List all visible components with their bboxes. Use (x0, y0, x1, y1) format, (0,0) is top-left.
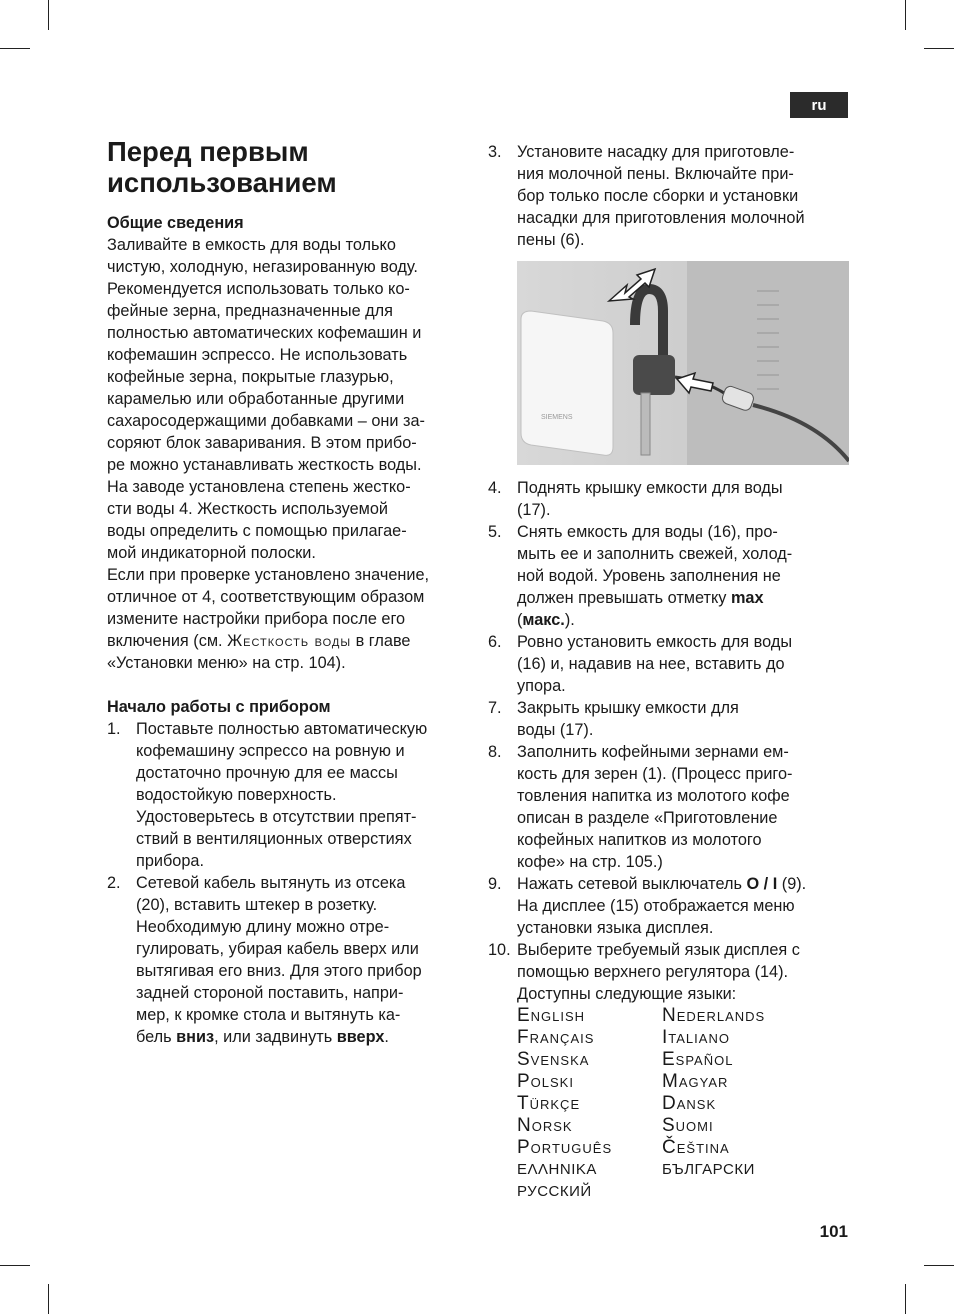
text-line: бор только после сборки и установки (517, 187, 799, 205)
text-line: товления напитка из молотого кофе (517, 787, 790, 805)
text-line: прибора. (136, 852, 204, 870)
start-heading: Начало работы с прибором (107, 698, 331, 716)
text-line: Поднять крышку емкости для воды (517, 479, 783, 497)
language-option: Dansk (662, 1093, 717, 1114)
crop-mark (48, 0, 49, 30)
language-option: Polski (517, 1071, 574, 1092)
crop-mark (905, 0, 906, 30)
setup-steps-continued (488, 477, 848, 1005)
text-line: ре можно устанавливать жесткость воды. (107, 456, 422, 474)
text-line: Заполнить кофейными зернами ем- (517, 743, 789, 761)
text-line: (20), вставить штекер в розетку. (136, 896, 378, 914)
text-line: Закрыть крышку емкости для (517, 699, 739, 717)
crop-mark (0, 48, 30, 49)
text-line: вытягивая его вниз. Для этого прибор (136, 962, 422, 980)
text-line: воды определить с помощью прилагае- (107, 522, 407, 540)
text-line: карамелью или обработанные другими (107, 390, 405, 408)
language-option: Čeština (662, 1137, 730, 1158)
list-item: 10. Выберите требуемый язык дисплея с помощью верхнего регулятора (14). Доступны следующие языки: (488, 939, 848, 1005)
text-line: задней стороной поставить, напри- (136, 984, 404, 1002)
milk-frother-illustration (517, 261, 849, 465)
text-line: Рекомендуется использовать только ко- (107, 280, 410, 298)
list-item: 1. Поставьте полностью автоматическую кофемашину эспрессо на ровную и достаточно прочную для ее массы водостойкую поверхность. Удостоверьтесь в отсутствии препят- ствий в вентиляционных отверстиях прибора. (107, 718, 469, 872)
text-line: Ровно установить емкость для воды (517, 633, 793, 651)
text-line: кофемашину эспрессо на ровную и (136, 742, 405, 760)
power-switch-symbol: O / I (746, 875, 778, 893)
hardness-term: Жесткость воды (227, 632, 352, 650)
language-option: БЪЛГАРСКИ (662, 1161, 755, 1178)
text-line: Поставьте полностью автоматическую (136, 720, 428, 738)
general-text (107, 234, 469, 630)
text-line: ния молочной пены. Включайте при- (517, 165, 794, 183)
general-heading: Общие сведения (107, 214, 244, 232)
text-line: мой индикаторной полоски. (107, 544, 316, 562)
crop-mark (0, 1265, 30, 1266)
right-column (488, 141, 848, 1203)
text-line: кофейные зерна, покрытые глазурью, (107, 368, 394, 386)
text-line: Заливайте в емкость для воды только (107, 236, 396, 254)
language-option: Magyar (662, 1071, 729, 1092)
crop-mark (48, 1284, 49, 1314)
text-line: ной водой. Уровень заполнения не (517, 567, 781, 585)
text-line: кость для зерен (1). (Процесс приго- (517, 765, 793, 783)
text-line: На дисплее (15) отображается меню (517, 897, 795, 915)
text-line: пены (6). (517, 231, 585, 249)
text-line: измените настройки прибора после его (107, 610, 406, 628)
language-option: Norsk (517, 1115, 573, 1136)
text-line: Сетевой кабель вытянуть из отсека (136, 874, 406, 892)
text-line: кофемашин эспрессо. Не использовать (107, 346, 408, 364)
language-list (517, 1005, 848, 1203)
language-tab: ru (790, 92, 848, 118)
setup-steps (488, 141, 848, 251)
text-line: гулировать, убирая кабель вверх или (136, 940, 419, 958)
list-item: 6. Ровно установить емкость для воды (16) и, надавив на нее, вставить до упора. (488, 631, 848, 697)
list-item: 3. Установите насадку для приготовле- ния молочной пены. Включайте при- бор только после сборки и установки насадки для приготовления молочной пены (6). (488, 141, 848, 251)
language-option: English (517, 1005, 586, 1026)
language-option: Italiano (662, 1027, 730, 1048)
text-line: кофейных напитков из молотого (517, 831, 762, 849)
list-item: 9. Нажать сетевой выключатель O / I (9). На дисплее (15) отображается меню установки языка дисплея. (488, 873, 848, 939)
text-line: Удостоверьтесь в отсутствии препят- (136, 808, 417, 826)
text-line: чистую, холодную, негазированную воду. (107, 258, 418, 276)
text-line: достаточно прочную для ее массы (136, 764, 398, 782)
text-line: ствий в вентиляционных отверстиях (136, 830, 412, 848)
text-line: фейные зерна, предназначенные для (107, 302, 394, 320)
start-steps (107, 718, 469, 1048)
language-option: ΕΛΛΗΝΙΚΑ (517, 1161, 597, 1178)
text-line: отличное от 4, соответствующим образом (107, 588, 425, 606)
hardness-reference: включения (см. Жесткость воды в главе (107, 632, 411, 650)
text-line: (16) и, надавив на нее, вставить до (517, 655, 785, 673)
text-line: (17). (517, 501, 551, 519)
text-line: Выберите требуемый язык дисплея с (517, 941, 800, 959)
text-line: Необходимую длину можно отре- (136, 918, 390, 936)
page-title: Перед первым использованием (107, 136, 337, 198)
text-line: воды (17). (517, 721, 594, 739)
text-line: упора. (517, 677, 566, 695)
brand-label: SIEMENS (541, 414, 573, 421)
list-item: 8. Заполнить кофейными зернами ем- кость для зерен (1). (Процесс приго- товления напитка из молотого кофе описан в разделе «Приготовление кофейных напитков из молотого кофе» на стр. 105.) (488, 741, 848, 873)
text-line: сти воды 4. Жесткость используемой (107, 500, 389, 518)
language-option: Español (662, 1049, 734, 1070)
language-option: РУССКИЙ (517, 1183, 592, 1200)
settings-reference: «Установки меню» на стр. 104). (107, 654, 346, 672)
text-line: водостойкую поверхность. (136, 786, 337, 804)
crop-mark (924, 48, 954, 49)
language-option: Svenska (517, 1049, 590, 1070)
text-line: Снять емкость для воды (16), про- (517, 523, 778, 541)
text-line: описан в разделе «Приготовление (517, 809, 778, 827)
page-number: 101 (819, 1222, 848, 1241)
text-line: На заводе установлена степень жестко- (107, 478, 411, 496)
list-item: 7. Закрыть крышку емкости для воды (17). (488, 697, 848, 741)
list-item: 4. Поднять крышку емкости для воды (17). (488, 477, 848, 521)
text-line: мер, к кромке стола и вытянуть ка- (136, 1006, 401, 1024)
text-line: кофе» на стр. 105.) (517, 853, 663, 871)
text-line: Доступны следующие языки: (517, 985, 737, 1003)
language-option: Suomi (662, 1115, 714, 1136)
text-line: установки языка дисплея. (517, 919, 714, 937)
frother-svg (517, 261, 849, 465)
language-option: Português (517, 1137, 613, 1158)
crop-mark (924, 1265, 954, 1266)
text-line: соряют блок заваривания. В этом прибо- (107, 434, 417, 452)
list-item: 2. Сетевой кабель вытянуть из отсека (20), вставить штекер в розетку. Необходимую длину можно отре- гулировать, убирая кабель вверх или вытягивая его вниз. Для этого прибор задней стороной поставить, напри- мер, к кромке стола и вытянуть ка- бель вниз, или задвинуть вверх. (107, 872, 469, 1048)
text-line: полностью автоматических кофемашин и (107, 324, 422, 342)
text-line: Установите насадку для приготовле- (517, 143, 795, 161)
text-line: насадки для приготовления молочной (517, 209, 805, 227)
text-line: Если при проверке установлено значение, (107, 566, 430, 584)
language-option: Nederlands (662, 1005, 766, 1026)
text-line: помощью верхнего регулятора (14). (517, 963, 789, 981)
language-option: Türkçe (517, 1093, 581, 1114)
language-option: Français (517, 1027, 595, 1048)
list-item: 5. Снять емкость для воды (16), про- мыть ее и заполнить свежей, холод- ной водой. Уровень заполнения не должен превышать отметку max (макс.). (488, 521, 848, 631)
left-column (107, 136, 469, 1048)
text-line: сахаросодержащими добавками – они за- (107, 412, 425, 430)
crop-mark (905, 1284, 906, 1314)
text-line: мыть ее и заполнить свежей, холод- (517, 545, 793, 563)
